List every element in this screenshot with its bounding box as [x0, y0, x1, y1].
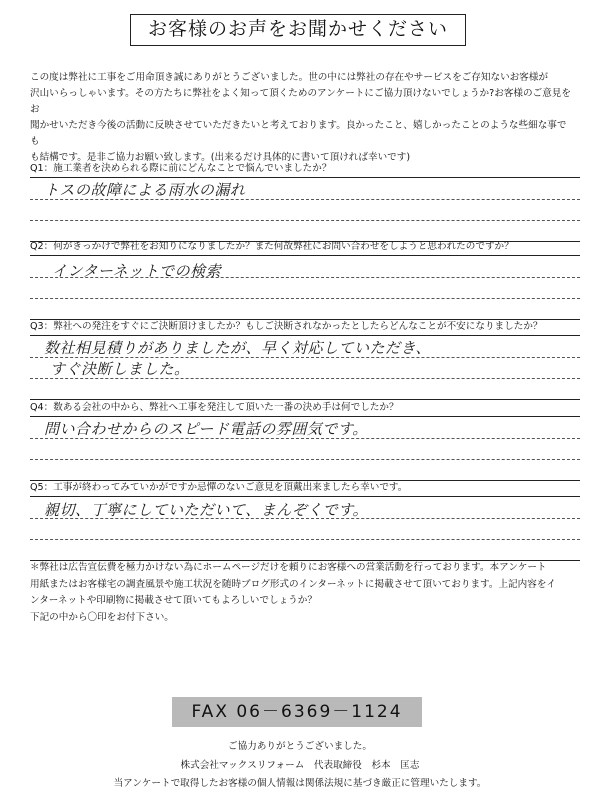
note-line: ＊弊社は広告宣伝費を極力かけない為にホームページだけを頼りにお客様への営業活動を行っております。本アンケート — [30, 562, 547, 573]
question-3-answer-box — [30, 335, 580, 400]
intro-line: も結構です。是非ご協力お願い致します。(出来るだけ具体的に書いて頂ければ幸いです) — [30, 152, 411, 163]
question-5-label: Q5：工事が終わってみていかがですか忌憚のないご意見を頂戴出来ましたら幸いです。 — [30, 482, 408, 493]
question-3-answer-line-1: 数社相見積りがありましたが、早く対応していただき、 — [44, 339, 431, 357]
question-2 — [30, 240, 580, 320]
question-4-answer-box — [30, 416, 580, 481]
answer-rule — [30, 459, 580, 460]
question-5-answer-box — [30, 496, 580, 561]
question-4 — [30, 401, 580, 481]
question-2-answer: インターネットでの検索 — [52, 262, 222, 280]
answer-rule — [30, 298, 580, 299]
note-line: 用紙またはお客様宅の調査風景や施工状況を随時ブログ形式のインターネットに掲載させて頂いております。上記内容をイ — [30, 578, 557, 590]
intro-text — [30, 70, 575, 166]
question-1-label: Q1：施工業者を決められる際に前にどんなことで悩んでいましたか？ — [30, 163, 332, 174]
answer-rule — [30, 220, 580, 221]
publication-note — [30, 560, 578, 626]
intro-line: 聞かせいただき今後の活動に反映させていただきたいと考えております。良かったこと、嬉しかったことのような些細な事でも — [30, 120, 567, 147]
question-3 — [30, 320, 580, 400]
intro-line: この度は弊社に工事をご用命頂き誠にありがとうございました。世の中には弊社の存在やサービスをご存知ないお客様が — [30, 72, 549, 83]
thanks-text: ご協力ありがとうございました。 — [228, 741, 372, 752]
question-1-answer: トスの故障による雨水の漏れ — [44, 181, 246, 199]
question-5-answer: 親切、丁寧にしていただいて、まんぞくです。 — [44, 501, 369, 519]
fax-number: FAX 06－6369－1124 — [172, 697, 422, 727]
question-1 — [30, 162, 580, 242]
note-line: 下記の中から〇印をお付下さい。 — [30, 611, 174, 623]
question-3-answer-line-2: すぐ決断しました。 — [50, 360, 190, 378]
question-2-answer-box — [30, 255, 580, 320]
question-4-answer: 問い合わせからのスピード電話の雰囲気です。 — [44, 420, 368, 438]
answer-rule — [30, 539, 580, 540]
company-signature: 株式会社マックスリフォーム 代表取締役 杉本 匡志 — [180, 760, 420, 771]
question-1-answer-box — [30, 177, 580, 242]
question-5 — [30, 481, 580, 561]
note-line: ンターネットや印刷物に掲載させて頂いてもよろしいでしょうか？ — [30, 595, 317, 606]
privacy-notice: 当アンケートで取得したお客様の個人情報は関係法規に基づき厳正に管理いたします。 — [113, 778, 487, 789]
question-2-label: Q2：何がきっかけで弊社をお知りになりましたか？また何故弊社にお問い合わせをしようと思われたのですか？ — [30, 241, 514, 252]
survey-title: お客様のお声をお聞かせください — [130, 14, 466, 46]
question-4-label: Q4：数ある会社の中から、弊社へ工事を発注して頂いた一番の決め手は何でしたか？ — [30, 402, 399, 413]
question-3-label: Q3：弊社への発注をすぐにご決断頂けましたか？もしご決断されなかったとしたらどんなことが不安になりましたか？ — [30, 321, 543, 332]
intro-line: 沢山いらっしゃいます。その方たちに弊社をよく知って頂くためのアンケートにご協力頂けないでしょうか?お客様のご意見をお — [30, 88, 571, 115]
